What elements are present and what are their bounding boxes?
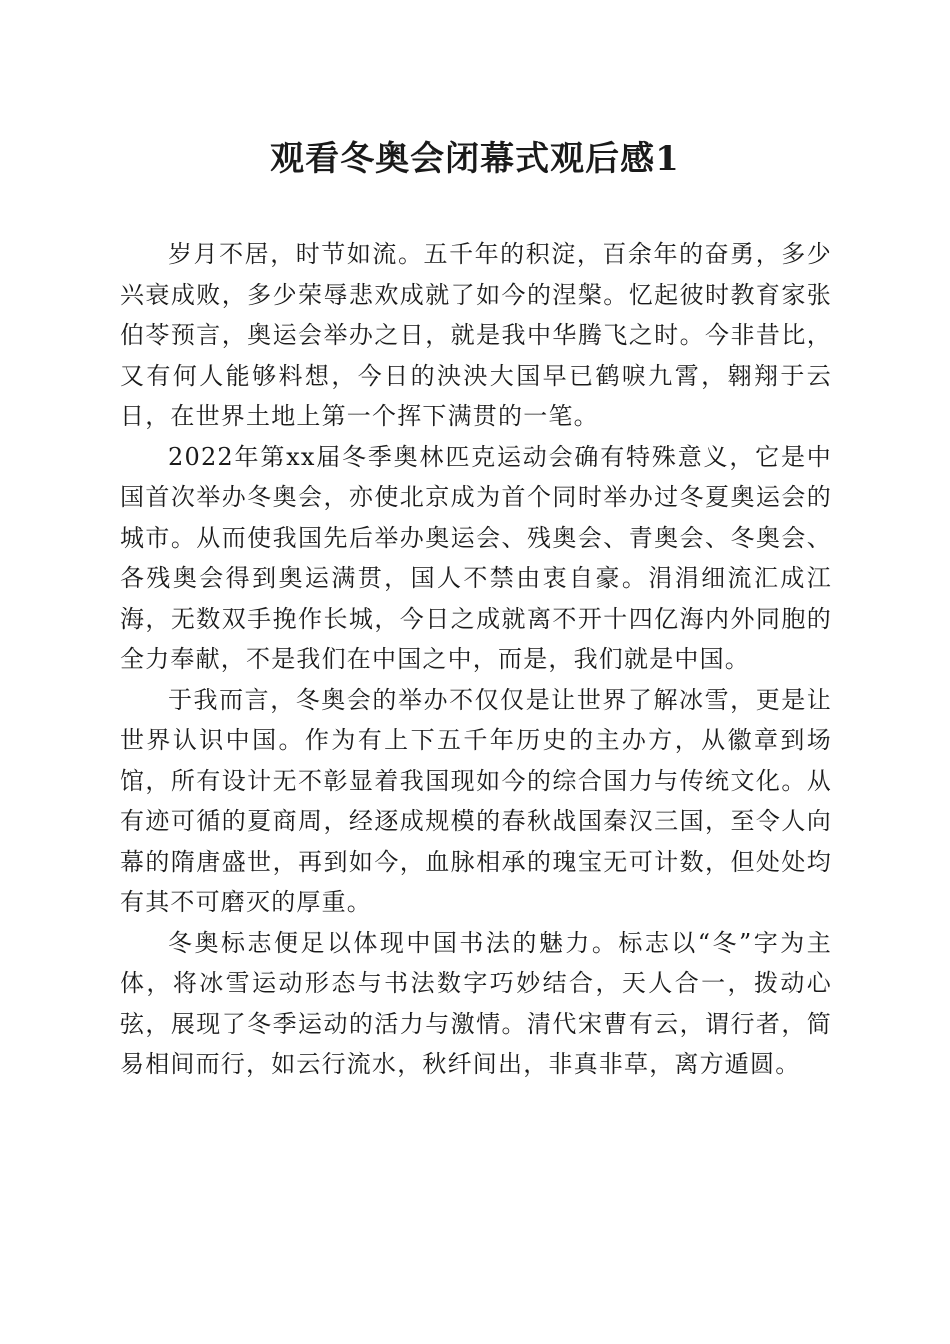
paragraph-4: 冬奥标志便足以体现中国书法的魅力。标志以“冬”字为主体，将冰雪运动形态与书法数字巧妙结合，天人合一，拨动心弦，展现了冬季运动的活力与激情。清代宋曹有云，谓行者，简易相间而行，如云行流水，秋纤间出，非真非草，离方遁圆。 [120, 928, 832, 1078]
paragraph-1: 岁月不居，时节如流。五千年的积淀，百余年的奋勇，多少兴衰成败，多少荣辱悲欢成就了如今的涅槃。忆起彼时教育家张伯苓预言，奥运会举办之日，就是我中华腾飞之时。今非昔比，又有何人能够料想，今日的泱泱大国早已鹤唳九霄，翱翔于云日，在世界土地上第一个挥下满贯的一笔。 [120, 240, 832, 430]
document-body [120, 234, 832, 1085]
paragraph-3: 于我而言，冬奥会的举办不仅仅是让世界了解冰雪，更是让世界认识中国。作为有上下五千年历史的主办方，从徽章到场馆，所有设计无不彰显着我国现如今的综合国力与传统文化。从有迹可循的夏商周，经逐成规模的春秋战国秦汉三国，至令人向幕的隋唐盛世，再到如今，血脉相承的瑰宝无可计数，但处处均有其不可磨灭的厚重。 [120, 685, 832, 916]
document-title: 观看冬奥会闭幕式观后感1 [270, 139, 680, 179]
paragraph-2: 2022年第xx届冬季奥林匹克运动会确有特殊意义，它是中国首次举办冬奥会，亦使北京成为首个同时举办过冬夏奥运会的城市。从而使我国先后举办奥运会、残奥会、青奥会、冬奥会、各残奥会得到奥运满贯，国人不禁由衷自豪。涓涓细流汇成江海，无数双手挽作长城，今日之成就离不开十四亿海内外同胞的全力奉献，不是我们在中国之中，而是，我们就是中国。 [120, 442, 832, 673]
